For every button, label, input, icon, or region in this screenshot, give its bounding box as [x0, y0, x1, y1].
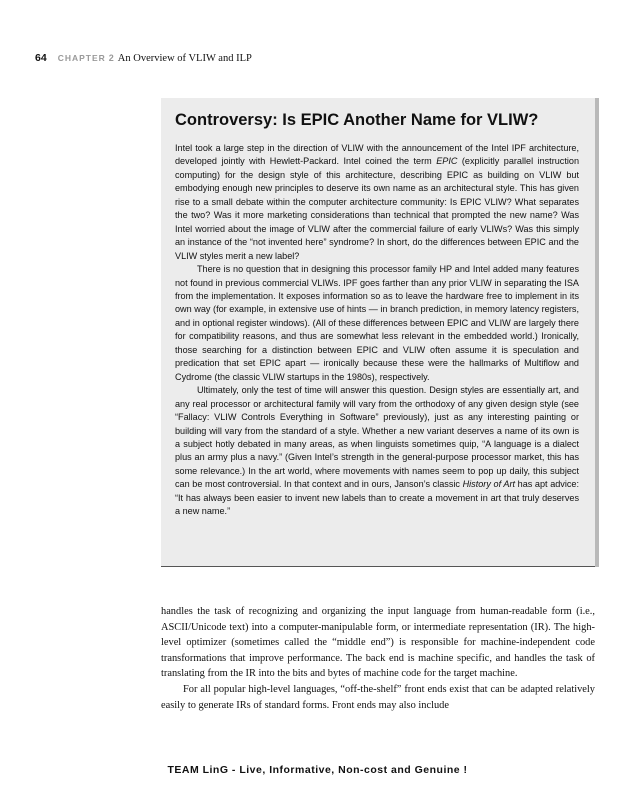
- chapter-title: An Overview of VLIW and ILP: [117, 53, 252, 64]
- body-text: [161, 604, 595, 713]
- chapter-number: 2: [108, 53, 114, 63]
- body-paragraph: For all popular high-level languages, “off-the-shelf” front ends exist that can be adapted relatively easily to generate IRs of standard forms. Front ends may also include: [161, 683, 595, 711]
- page-number: 64: [35, 52, 47, 64]
- text-run: (explicitly parallel instruction computing) for the design style of this architecture, describing EPIC as building on VLIW but embodying enough new principles to deserve its own name as an architectural style. This has given rise to a small debate within the computer architecture community: Is EPIC VLIW? What separates the two? Was it more marketing considerations than technical that prompted the new name? Was Intel worried about the image of VLIW after the commercial failure of early VLIWs? Was this simply an instance of the “not invented here” syndrome? In short, do the differences between EPIC and the VLIW styles merit a new label?: [175, 156, 579, 261]
- text-run: Intel took a large step in the direction of VLIW with the announcement of the Intel IPF architecture, developed jointly with Hewlett-Packard. Intel coined the term: [175, 143, 579, 167]
- text-run: There is no question that in designing this processor family HP and Intel added many features not found in previous commercial VLIWs. IPF goes farther than any prior VLIW in separating the ISA from the implementation. It exposes information so as to leave the hardware free to implement in its own way (for example, in extensive use of hints — in branch prediction, in memory latency registers, and in optional register windows). (All of these differences between EPIC and VLIW are largely there for compatibility reasons, and thus are somewhat less relevant in the embedded world.) Ironically, those searching for a distinction between EPIC and VLIW often assume it is speculation and predication that set EPIC apart — ironically because these were the hallmarks of Multiflow and Cydrome (the classic VLIW startups in the 1980s), respectively.: [175, 264, 579, 382]
- italic-term: History of Art: [462, 479, 516, 490]
- italic-term: EPIC: [436, 156, 458, 167]
- running-head: [35, 51, 252, 65]
- sidebar-body: [175, 142, 579, 519]
- footer-banner: TEAM LinG - Live, Informative, Non-cost and Genuine !: [167, 764, 468, 776]
- sidebar-paragraph: [175, 384, 579, 519]
- body-paragraph: handles the task of recognizing and organizing the input language from human-readable form (i.e., ASCII/Unicode text) into a computer-manipulable form, or intermediate representation (IR). The high-level optimizer (sometimes called the “middle end”) is responsible for machine-independent code transformations that improve performance. The back end is machine specific, and handles the task of translating from the IR into the bits and bytes of machine code for the target machine.: [161, 606, 595, 680]
- sidebar-title: Controversy: Is EPIC Another Name for VLIW?: [175, 111, 539, 129]
- text-run: Ultimately, only the test of time will answer this question. Design styles are essentially art, and any real processor or architectural family will vary from the orthodoxy of any given design style (see “Fallacy: VLIW Controls Everything in Software” previously), just as any interesting painting or building will vary from the standard of a style. Whether a new variant deserves a name of its own is a subject hotly debated in many areas, as when linguists sometimes quip, “A language is a dialect plus an army plus a navy.” (Given Intel’s strength in the general-purpose processor market, this has some relevance.) In the art world, where movements with names seem to pop up daily, this subject can be most controversial. In that context and in ours, Janson’s classic: [175, 385, 579, 490]
- chapter-label: CHAPTER: [57, 53, 106, 63]
- sidebar-paragraph: [175, 142, 579, 263]
- sidebar-box: [161, 98, 595, 567]
- sidebar-paragraph: [175, 263, 579, 384]
- text-run: has apt advice: “It has always been easier to invent new labels than to create a movement in art that truly deserves a new name.”: [175, 479, 580, 517]
